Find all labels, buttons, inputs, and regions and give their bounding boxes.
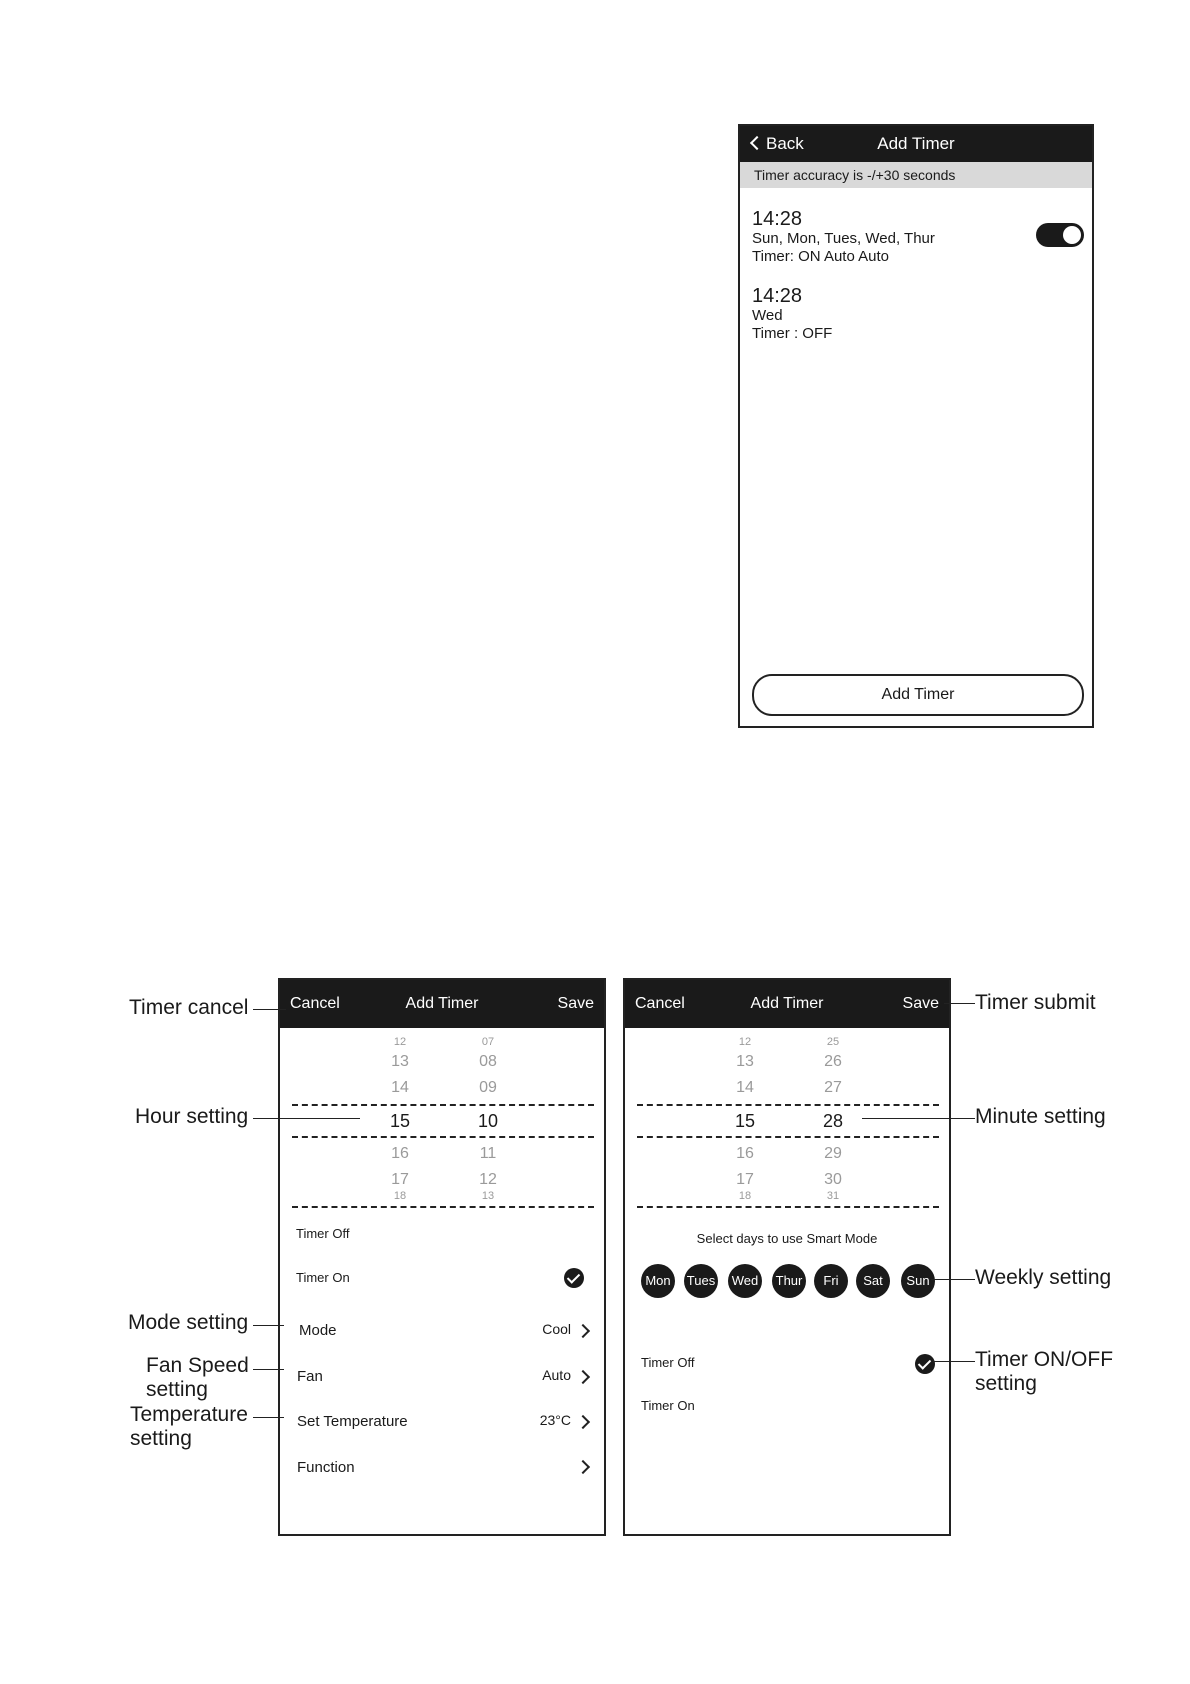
selection-divider-bottom: [637, 1136, 939, 1138]
timer-item[interactable]: [752, 208, 1072, 266]
leader-line: [944, 1003, 975, 1004]
day-sun-button[interactable]: Sun: [901, 1264, 935, 1298]
timer-list-screen: [738, 124, 1094, 728]
add-timer-header: [625, 980, 949, 1028]
accuracy-note-text: Timer accuracy is -/+30 seconds: [754, 167, 956, 183]
callout-fan-speed: [146, 1354, 249, 1402]
minute-wheel-option[interactable]: 13: [481, 1190, 495, 1202]
temperature-row-label[interactable]: Set Temperature: [297, 1413, 408, 1430]
leader-line: [253, 1118, 360, 1119]
hour-wheel-option[interactable]: 14: [391, 1079, 409, 1096]
timer-on-option[interactable]: Timer On: [641, 1398, 695, 1413]
timer-item[interactable]: [752, 285, 1072, 343]
selection-divider-top: [292, 1104, 594, 1106]
timer-detail: Timer : OFF: [752, 325, 833, 342]
hour-wheel-option[interactable]: 13: [391, 1053, 409, 1070]
hour-wheel-option[interactable]: 18: [738, 1190, 752, 1202]
leader-line: [933, 1361, 975, 1362]
hour-wheel-option[interactable]: 12: [738, 1036, 752, 1048]
callout-weekly-setting: Weekly setting: [975, 1266, 1112, 1289]
callout-hour-setting: Hour setting: [135, 1105, 249, 1128]
callout-temperature-line1: Temperature: [130, 1403, 248, 1426]
temperature-row-value[interactable]: 23°C: [539, 1412, 571, 1428]
timer-days: Sun, Mon, Tues, Wed, Thur: [752, 230, 935, 247]
timer-time: 14:28: [752, 208, 803, 230]
timer-time: 14:28: [752, 285, 803, 307]
leader-line: [253, 1417, 284, 1418]
minute-wheel-option[interactable]: 25: [826, 1036, 840, 1048]
save-button[interactable]: Save: [557, 995, 594, 1012]
hour-wheel-selected[interactable]: 15: [389, 1111, 411, 1131]
minute-wheel-option[interactable]: 30: [824, 1171, 842, 1188]
day-wed-button[interactable]: Wed: [728, 1264, 762, 1298]
add-timer-button[interactable]: [752, 674, 1084, 716]
add-timer-screen-mode: [278, 978, 606, 1536]
leader-line: [253, 1369, 284, 1370]
day-thur-button[interactable]: Thur: [772, 1264, 806, 1298]
screen-title: Add Timer: [750, 995, 824, 1012]
add-timer-label: Add Timer: [881, 686, 955, 703]
minute-wheel-option[interactable]: 07: [481, 1036, 495, 1048]
callout-timer-onoff-line1: Timer ON/OFF: [975, 1348, 1114, 1371]
minute-wheel-option[interactable]: 11: [479, 1145, 497, 1162]
function-row-label[interactable]: Function: [297, 1459, 355, 1476]
cancel-button[interactable]: Cancel: [635, 995, 685, 1012]
minute-wheel-option[interactable]: 29: [824, 1145, 842, 1162]
leader-line: [862, 1118, 975, 1119]
timer-list-header: [740, 126, 1092, 162]
selection-divider-top: [637, 1104, 939, 1106]
chevron-right-icon: [576, 1370, 590, 1384]
minute-wheel-option[interactable]: 09: [479, 1079, 497, 1096]
hour-wheel-option[interactable]: 16: [736, 1145, 754, 1162]
screen-title: Add Timer: [405, 995, 479, 1012]
chevron-right-icon: [576, 1324, 590, 1338]
minute-wheel-option[interactable]: 26: [824, 1053, 842, 1070]
timer-detail: Timer: ON Auto Auto: [752, 248, 889, 265]
accuracy-note: [740, 162, 1092, 188]
minute-wheel-selected[interactable]: 10: [477, 1111, 499, 1131]
smart-mode-note: Select days to use Smart Mode: [696, 1231, 878, 1246]
minute-wheel-option[interactable]: 12: [479, 1171, 497, 1188]
leader-line: [253, 1325, 284, 1326]
hour-wheel-option[interactable]: 18: [393, 1190, 407, 1202]
hour-wheel-option[interactable]: 13: [736, 1053, 754, 1070]
chevron-right-icon: [576, 1415, 590, 1429]
toggle-knob: [1063, 226, 1081, 244]
callout-mode-setting: Mode setting: [128, 1311, 249, 1334]
hour-wheel-selected[interactable]: 15: [734, 1111, 756, 1131]
minute-wheel-option[interactable]: 27: [824, 1079, 842, 1096]
callout-minute-setting: Minute setting: [975, 1105, 1106, 1128]
timer-off-option[interactable]: Timer Off: [296, 1226, 350, 1241]
checkmark-icon: [564, 1268, 584, 1288]
hour-wheel-option[interactable]: 17: [391, 1171, 409, 1188]
callout-temperature: [130, 1403, 248, 1451]
save-button[interactable]: Save: [902, 995, 939, 1012]
leader-line: [931, 1279, 975, 1280]
fan-row-value[interactable]: Auto: [542, 1367, 571, 1383]
screen-title: Add Timer: [877, 134, 955, 153]
callout-timer-onoff-line2: setting: [975, 1372, 1037, 1395]
cancel-button[interactable]: Cancel: [290, 995, 340, 1012]
day-sat-button[interactable]: Sat: [856, 1264, 890, 1298]
timer-days: Wed: [752, 307, 783, 324]
day-mon-button[interactable]: Mon: [641, 1264, 675, 1298]
chevron-right-icon: [576, 1460, 590, 1474]
add-timer-screen-weekly: [623, 978, 951, 1536]
day-fri-button[interactable]: Fri: [814, 1264, 848, 1298]
minute-wheel-option[interactable]: 31: [826, 1190, 840, 1202]
day-tues-button[interactable]: Tues: [684, 1264, 718, 1298]
checkmark-icon: [915, 1354, 935, 1374]
callout-temperature-line2: setting: [130, 1427, 192, 1450]
callout-timer-cancel: Timer cancel: [129, 996, 249, 1019]
back-label: Back: [766, 134, 804, 153]
wheel-bottom-divider: [637, 1206, 939, 1208]
mode-row-label[interactable]: Mode: [299, 1322, 337, 1339]
hour-wheel-option[interactable]: 17: [736, 1171, 754, 1188]
timer-enable-toggle[interactable]: [1036, 223, 1084, 247]
hour-wheel-option[interactable]: 12: [393, 1036, 407, 1048]
callout-timer-onoff: [975, 1348, 1113, 1396]
selection-divider-bottom: [292, 1136, 594, 1138]
timer-off-option[interactable]: Timer Off: [641, 1355, 695, 1370]
hour-wheel-option[interactable]: 14: [736, 1079, 754, 1096]
callout-fan-speed-line2: setting: [146, 1378, 208, 1401]
timer-on-option[interactable]: Timer On: [296, 1270, 350, 1285]
mode-row-value[interactable]: Cool: [542, 1321, 571, 1337]
leader-line: [253, 1009, 286, 1010]
callout-timer-submit: Timer submit: [975, 991, 1096, 1014]
add-timer-header: [280, 980, 604, 1028]
wheel-bottom-divider: [292, 1206, 594, 1208]
fan-row-label[interactable]: Fan: [297, 1368, 323, 1385]
hour-wheel-option[interactable]: 16: [391, 1145, 409, 1162]
minute-wheel-selected[interactable]: 28: [822, 1111, 844, 1131]
callout-fan-speed-line1: Fan Speed: [146, 1354, 249, 1377]
minute-wheel-option[interactable]: 08: [479, 1053, 497, 1070]
